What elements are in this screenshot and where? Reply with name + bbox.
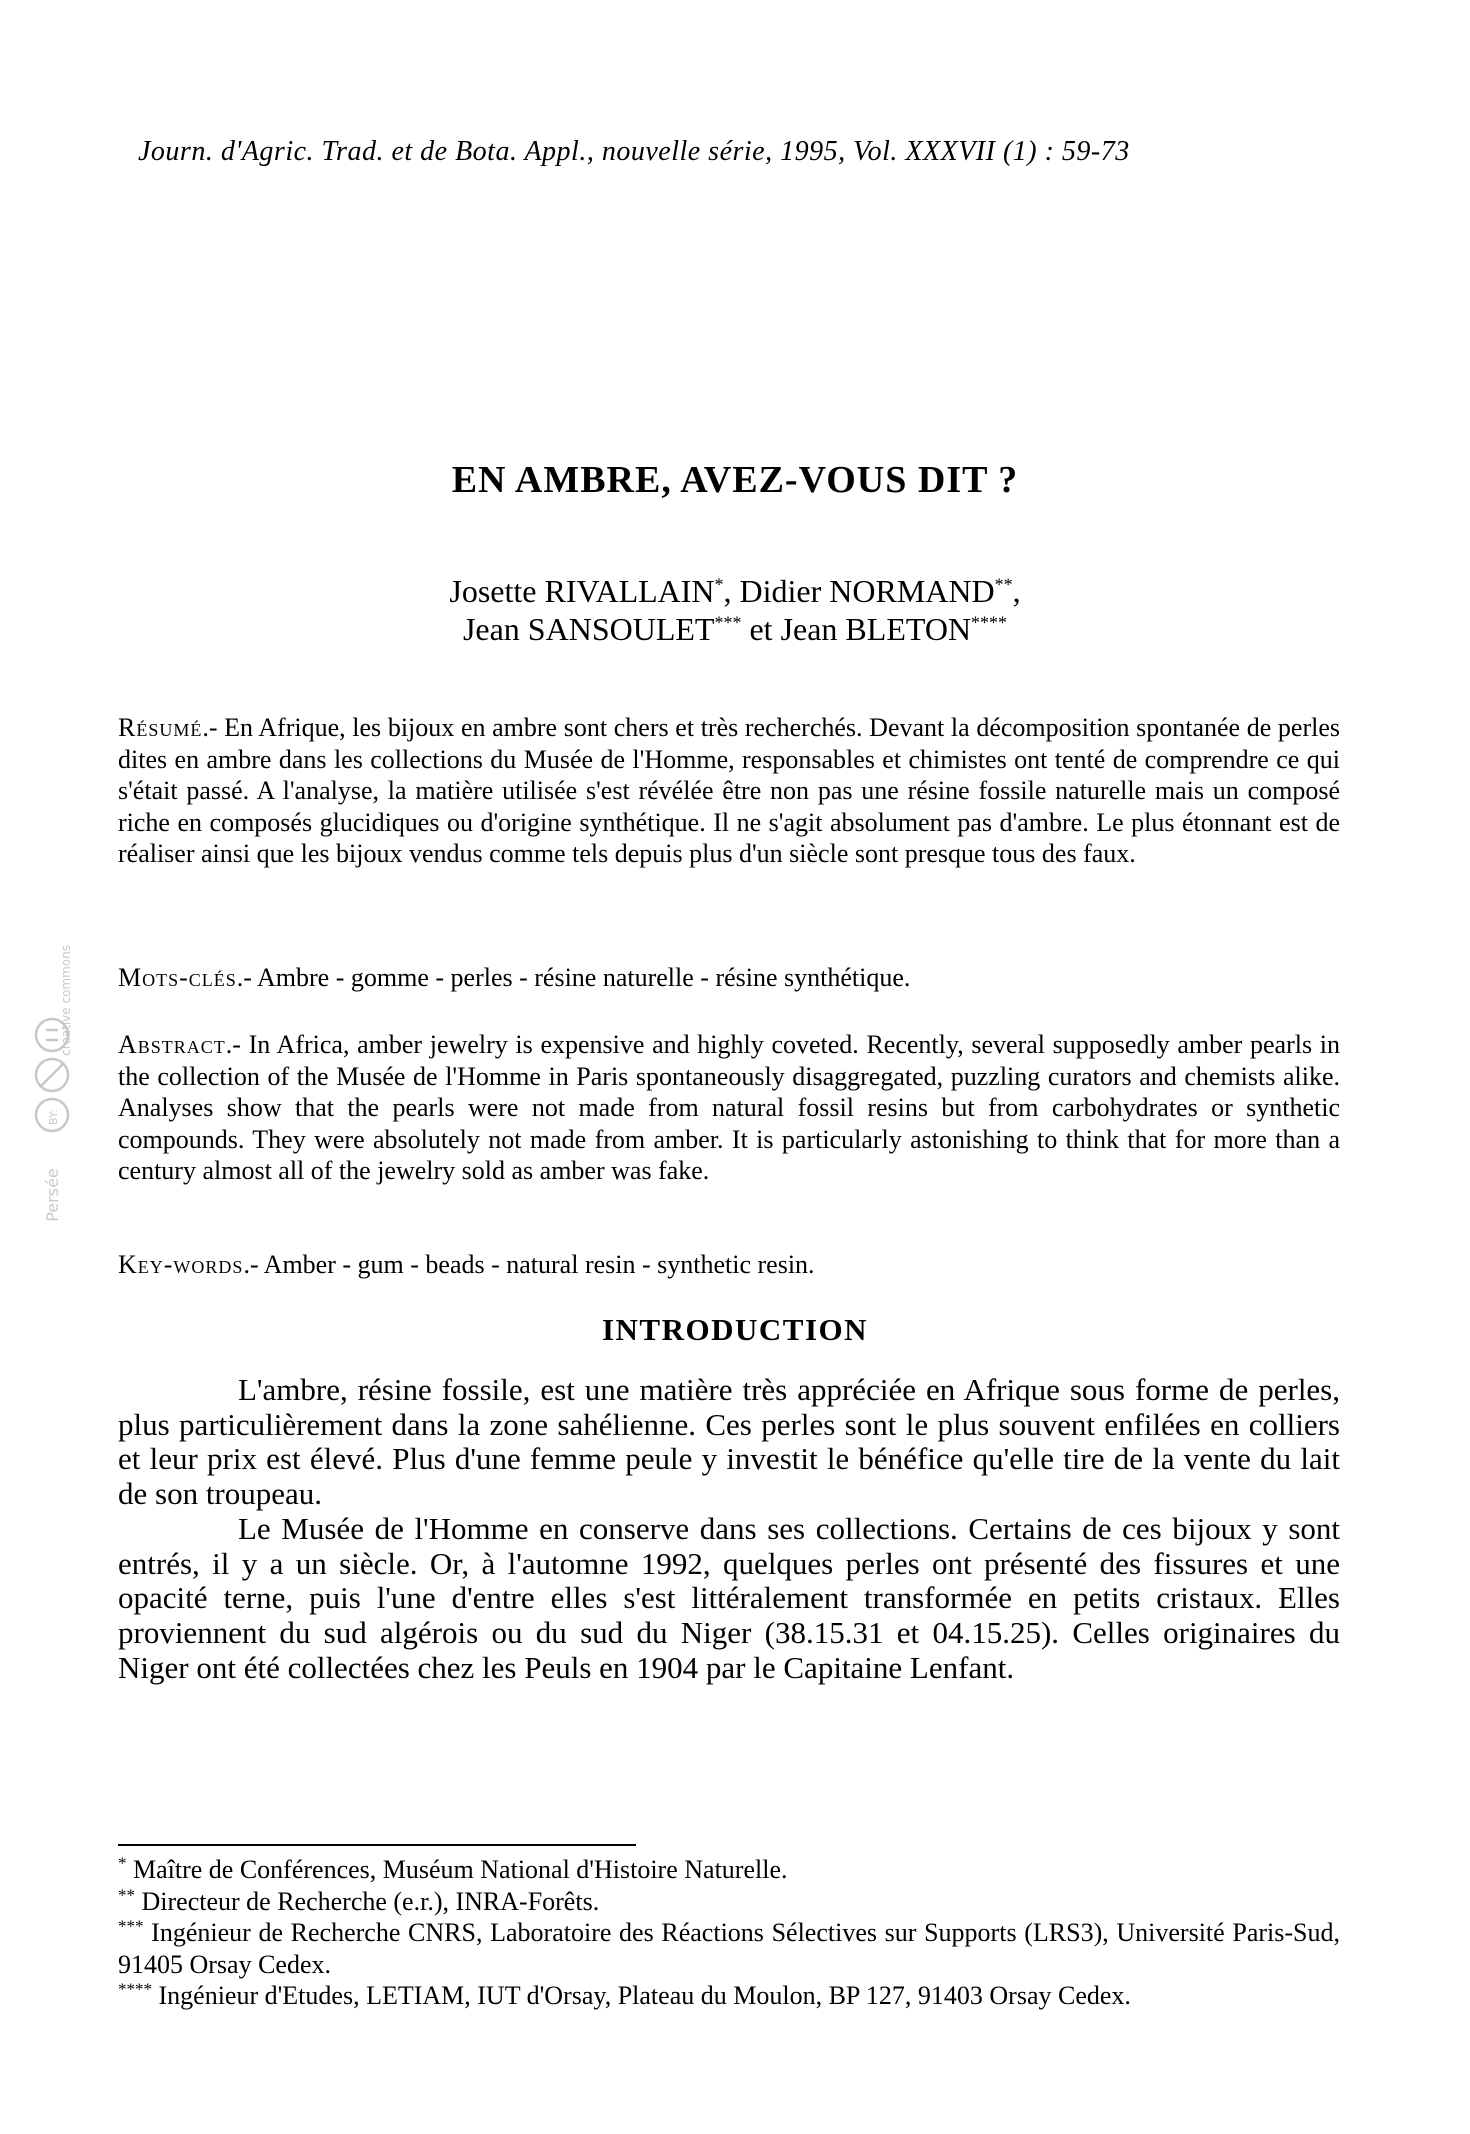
- footnote: [118, 1854, 1340, 1886]
- body-paragraph: Le Musée de l'Homme en conserve dans ses collections. Certains de ces bijoux y sont entrés, il y a un siècle. Or, à l'automne 1992, quelques perles ont présenté des fissures et une opacité terne, puis l'une d'entre elles s'est littéralement transformée en petits cristaux. Elles proviennent du sud algérois ou du sud du Niger (38.15.31 et 04.15.25). Celles originaires du Niger ont été collectées chez les Peuls en 1904 par le Capitaine Lenfant.: [118, 1510, 1340, 1685]
- persee-brand: Persée: [43, 1168, 62, 1222]
- by-label: BY:: [47, 1109, 60, 1125]
- mots-cles-label: Mots-clés: [118, 963, 237, 992]
- key-words-label: Key-words: [118, 1250, 244, 1279]
- footnote-marker: **: [118, 1884, 135, 1904]
- mots-cles-text: .- Ambre - gomme - perles - résine naturelle - résine synthétique.: [236, 963, 911, 992]
- footnote-marker: ****: [118, 1979, 152, 1999]
- resume-text: .- En Afrique, les bijoux en ambre sont chers et très recherchés. Devant la décomposition spontanée de perles dites en ambre dans les collections du Musée de l'Homme, responsables et chimistes ont tenté de comprendre ce qui s'était passé. A l'analyse, la matière utilisée s'est révélée être non pas une résine fossile naturelle mais un composé riche en composés glucidiques ou d'origine synthétique. Il ne s'agit absolument pas d'ambre. Le plus étonnant est de réaliser ainsi que les bijoux vendus comme tels depuis plus d'un siècle sont presque tous des faux.: [118, 713, 1340, 869]
- footnote-marker: *: [714, 574, 724, 595]
- author-line-2: [0, 610, 1470, 648]
- footnote-marker: ***: [118, 1916, 144, 1936]
- resume-label: Résumé: [118, 713, 203, 742]
- footnote-text: Ingénieur de Recherche CNRS, Laboratoire des Réactions Sélectives sur Supports (LRS3), Université Paris-Sud, 91405 Orsay Cedex.: [118, 1918, 1340, 1979]
- footnote: [118, 1980, 1340, 2012]
- footnote-marker: ***: [714, 612, 742, 633]
- introduction-body: [118, 1373, 1340, 1685]
- author-line-1: [0, 572, 1470, 610]
- footnote: [118, 1886, 1340, 1918]
- resume-section: [118, 712, 1340, 870]
- author-name: , Didier NORMAND: [723, 573, 995, 609]
- mots-cles-section: [118, 962, 1340, 994]
- article-title: EN AMBRE, AVEZ-VOUS DIT ?: [451, 459, 1019, 501]
- persee-cc-badge[interactable]: [30, 905, 90, 1245]
- journal-citation: Journ. d'Agric. Trad. et de Bota. Appl., nouvelle série, 1995, Vol. XXXVII (1) : 59-73: [138, 136, 1130, 167]
- author-list: [0, 572, 1470, 648]
- footnotes: [118, 1854, 1340, 2012]
- cc-license-icon: [30, 905, 90, 1245]
- abstract-label: Abstract: [118, 1030, 226, 1059]
- cc-label: creative commons: [59, 945, 73, 1056]
- abstract-section: [118, 1029, 1340, 1187]
- footnote-text: Directeur de Recherche (e.r.), INRA-Forêts.: [135, 1886, 600, 1916]
- introduction-heading: INTRODUCTION: [601, 1312, 869, 1347]
- footnote-marker: ****: [971, 612, 1008, 633]
- footnote: [118, 1917, 1340, 1980]
- footnote-marker: **: [994, 574, 1013, 595]
- body-paragraph: L'ambre, résine fossile, est une matière très appréciée en Afrique sous forme de perles, plus particulièrement dans la zone sahélienne. Ces perles sont le plus souvent enfilées en colliers et leur prix est élevé. Plus d'une femme peule y investit le bénéfice qu'elle tire de la vente du lait de son troupeau.: [118, 1372, 1340, 1512]
- key-words-section: [118, 1249, 1340, 1281]
- footnote-text: Maître de Conférences, Muséum National d'Histoire Naturelle.: [126, 1855, 788, 1884]
- footnote-rule: [118, 1844, 636, 1846]
- footnote-marker: *: [118, 1853, 127, 1873]
- key-words-text: .- Amber - gum - beads - natural resin - synthetic resin.: [243, 1250, 815, 1279]
- author-name: Jean SANSOULET: [462, 611, 715, 647]
- abstract-text: .- In Africa, amber jewelry is expensive and highly coveted. Recently, several supposedly amber pearls in the collection of the Musée de l'Homme in Paris spontaneously disaggregated, puzzling curators and chemists alike. Analyses show that the pearls were not made from natural fossil resins but from carbohydrates or synthetic compounds. They were absolutely not made from amber. It is particularly astonishing to think that for more than a century almost all of the jewelry sold as amber was fake.: [118, 1030, 1340, 1186]
- author-name: Josette RIVALLAIN: [449, 573, 715, 609]
- footnote-text: Ingénieur d'Etudes, LETIAM, IUT d'Orsay, Plateau du Moulon, BP 127, 91403 Orsay Cedex.: [152, 1981, 1131, 2010]
- author-name: et Jean BLETON: [741, 611, 972, 647]
- author-separator: ,: [1012, 573, 1021, 609]
